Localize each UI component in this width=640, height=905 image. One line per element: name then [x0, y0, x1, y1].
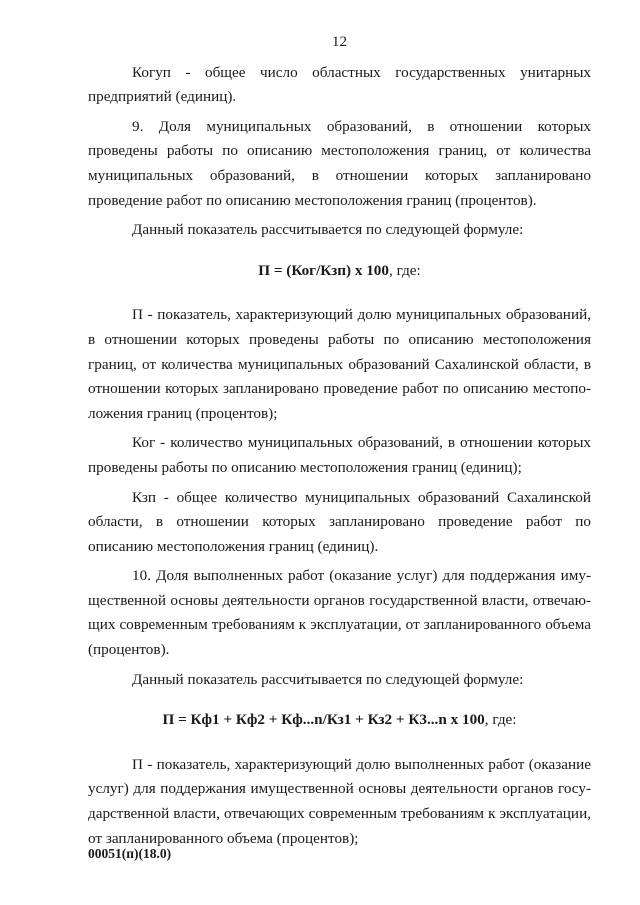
paragraph-kog-definition: Ког - количество муниципальных образований, в отношении которых проведены работы по описанию местоположения границ (единиц); — [88, 434, 591, 476]
formula-1 — [88, 259, 591, 284]
paragraph-formula-intro-2: Данный показатель рассчитывается по следующей формуле: — [132, 670, 524, 688]
formula-2-tail: , где: — [484, 711, 517, 729]
paragraph-formula-intro-1: Данный показатель рассчитывается по следующей формуле: — [132, 221, 524, 239]
formula-2-expression: П = Кф1 + Кф2 + Кф...n/Кз1 + Кз2 + К3...n х 100 — [162, 711, 485, 729]
paragraph-kogup-definition: Когуп - общее число областных государственных унитарных предприятий (единиц). — [88, 63, 591, 106]
paragraph-indicator-9: 9. Доля муниципальных образований, в отношении которых проведены работы по описанию местоположения границ, от количества муниципальных образований, в отношении которых запланировано проведение работ по описанию местоположения границ (процентов). — [88, 117, 591, 209]
document-page — [88, 30, 591, 856]
paragraph-p-definition-2: П - показатель, характеризующий долю выполненных работ (оказание услуг) для поддержания имущественной основы деятельности органов государственной власти, отвечающих современным требованиям к эксплуатации, от запланированного объема (процентов); — [88, 755, 591, 847]
paragraph-kzp-definition: Кзп - общее количество муниципальных образований Сахалинской области, в отношении которых запланировано проведение работ по описанию местоположения границ (единиц). — [88, 488, 591, 555]
formula-2 — [88, 708, 591, 733]
document-code: 00051(п)(18.0) — [88, 846, 172, 861]
formula-1-tail: , где: — [389, 261, 421, 279]
formula-1-expression: П = (Ког/Кзп) х 100 — [258, 261, 389, 279]
page-number: 12 — [331, 33, 348, 50]
paragraph-p-definition-1: П - показатель, характеризующий долю муниципальных образований, в отношении которых проведены работы по описанию местоположения границ, от количества муниципальных образований Сахалинской области, в отношении которых запланировано проведение работ по описанию местоположения границ (процентов); — [88, 306, 591, 422]
paragraph-indicator-10: 10. Доля выполненных работ (оказание услуг) для поддержания имущественной основы деятельности органов государственной власти, отвечающих современным требованиям к эксплуатации, от запланированного объема (процентов). — [88, 567, 591, 659]
